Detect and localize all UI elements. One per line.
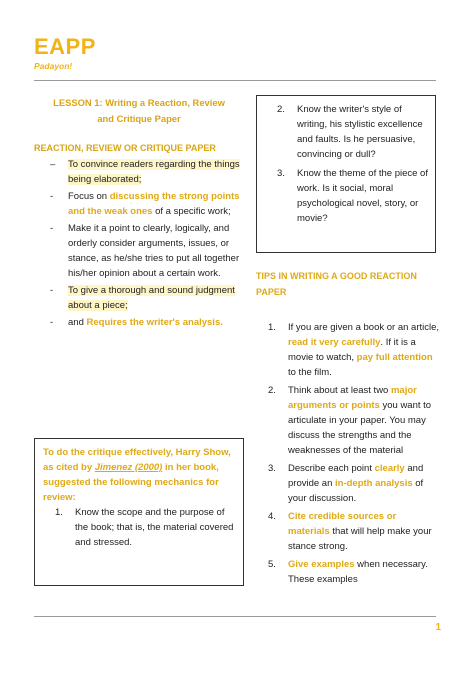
list-item: 2. Know the writer's style of writing, his stylistic excellence and faults. Is he persuasive, convincing or dull? [277, 104, 423, 160]
list-item: 5. Give examples when necessary. These examples [268, 559, 428, 585]
dash-bullet: - [50, 317, 54, 328]
dash-bullet: – [50, 159, 56, 170]
right-column [256, 268, 440, 590]
bullet-list [34, 157, 244, 330]
list-item: 2. Think about at least two major arguments or points you want to articulate in your paper. You may discuss the strengths and the weaknesses of the material [268, 385, 432, 456]
header-divider [34, 80, 436, 81]
list-item: 1. Know the scope and the purpose of the book; that is, the material covered and stressed. [55, 507, 234, 548]
lesson-title: LESSON 1: Writing a Reaction, Review and Critique Paper [53, 97, 225, 124]
dash-bullet: - [50, 285, 54, 296]
document-subtitle: Padayon! [34, 61, 73, 71]
critique-mechanics-box [34, 438, 244, 586]
list-item: 3. Describe each point clearly and provide an in-depth analysis of your discussion. [268, 463, 424, 504]
section-heading: REACTION, REVIEW OR CRITIQUE PAPER [34, 143, 216, 153]
list-item: – To convince readers regarding the things being elaborated; [50, 159, 240, 185]
citation: Jimenez (2000) [94, 462, 163, 473]
page-number: 1 [435, 622, 441, 633]
list-item: - To give a thorough and sound judgment about a piece; [50, 285, 235, 311]
footer-divider [34, 616, 436, 617]
list-item: - and Requires the writer's analysis. [50, 317, 223, 328]
box-intro: To do the critique effectively, Harry Show, as cited by Jimenez (2000) in her book, suggested the following mechanics for review: [43, 447, 231, 503]
list-item: 4. Cite credible sources or materials that will help make your stance strong. [268, 511, 432, 552]
list-item: 1. If you are given a book or an article, read it very carefully. If it is a movie to watch, pay full attention to the film. [268, 322, 440, 378]
numbered-list [41, 505, 237, 550]
tips-list [256, 320, 440, 587]
critique-mechanics-box-continued [256, 95, 436, 253]
list-item: - Focus on discussing the strong points and the weak ones of a specific work; [50, 191, 240, 217]
tips-heading: TIPS IN WRITING A GOOD REACTION PAPER [256, 271, 417, 297]
dash-bullet: - [50, 223, 54, 234]
left-column [34, 95, 244, 332]
list-item: 3. Know the theme of the piece of work. Is it social, moral psychological novel, story, or movie? [277, 168, 428, 224]
dash-bullet: - [50, 191, 54, 202]
numbered-list [263, 102, 429, 226]
document-title: EAPP [34, 34, 96, 59]
list-item: - Make it a point to clearly, logically, and orderly consider arguments, issues, or stance, as he/she tries to put all together his/her opinion about a certain work. [50, 223, 240, 279]
